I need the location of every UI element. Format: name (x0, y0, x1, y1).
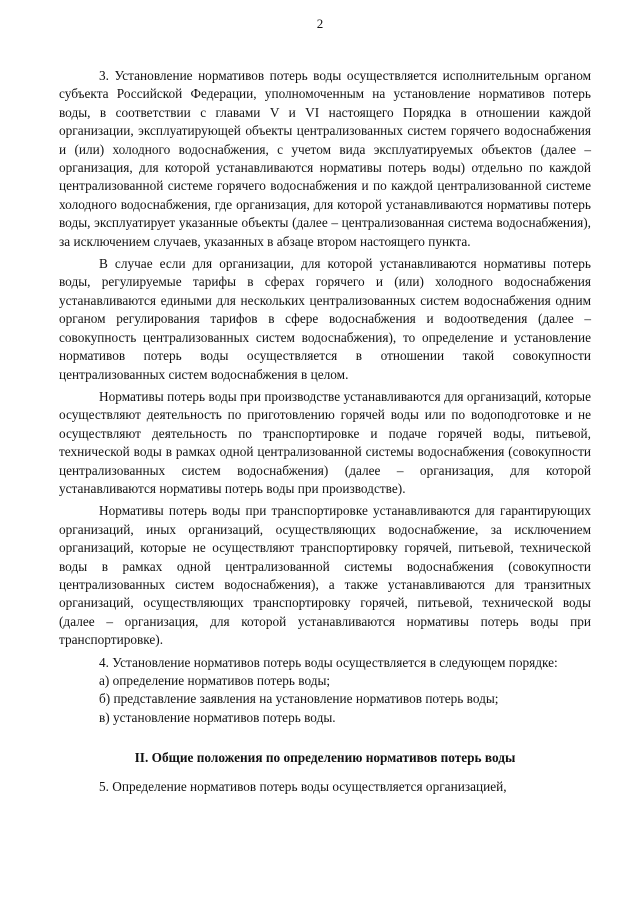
document-body (59, 67, 591, 796)
list-item-b: б) представление заявления на установление нормативов потерь воды; (99, 691, 499, 707)
paragraph-3-third: Нормативы потерь воды при производстве устанавливаются для организаций, которые осуществляют деятельность по приготовлению горячей воды или по водоподготовке и не осуществляют деятельность по транспортировке и подаче горячей воды, питьевой, технической воды в рамках одной централизованной системы водоснабжения (совокупности централизованных систем водоснабжения) (далее – организация, для которой устанавливаются нормативы потерь воды при производстве). (59, 388, 591, 496)
paragraph-3: 3. Установление нормативов потерь воды осуществляется исполнительным органом субъекта Российской Федерации, уполномоченным на установление нормативов потерь воды, в соответствии с главами V и VI настоящего Порядка в отношении каждой организации, эксплуатирующей объекты централизованных систем горячего водоснабжения и (или) холодного водоснабжения, с учетом вида эксплуатируемых объектов (далее – организация, для которой устанавливаются нормативы потерь воды) отдельно по каждой централизованной системе горячего водоснабжения и по каждой централизованной системе холодного водоснабжения, где организация, для которой устанавливаются нормативы потерь воды, эксплуатирует указанные объекты (далее – централизованная система водоснабжения), за исключением случаев, указанных в абзаце втором настоящего пункта. (59, 68, 591, 249)
list-item-c: в) установление нормативов потерь воды. (99, 709, 336, 725)
paragraph-4: 4. Установление нормативов потерь воды осуществляется в следующем порядке: (99, 654, 558, 670)
list-item-a: а) определение нормативов потерь воды; (99, 673, 331, 688)
section-heading: II. Общие положения по определению нормативов потерь воды (134, 750, 516, 766)
paragraph-3-fourth: Нормативы потерь воды при транспортировке устанавливаются для гарантирующих организаций, иных организаций, осуществляющих водоснабжение, за исключением организаций, которые не осуществляют транспортировку горячей, питьевой, технической воды в рамках одной централизованной системы водоснабжения (совокупности централизованных систем водоснабжения), а также устанавливаются для транзитных организаций, осуществляющих транспортировку горячей, питьевой, технической воды (далее – организация, для которой устанавливаются нормативы потерь воды при транспортировке). (59, 503, 591, 648)
paragraph-5: 5. Определение нормативов потерь воды осуществляется организацией, (99, 778, 507, 794)
paragraph-3-second: В случае если для организации, для которой устанавливаются нормативы потерь воды, регулируемые тарифы в сферах горячего и (или) холодного водоснабжения устанавливаются едиными для нескольких централизованных систем водоснабжения одним органом регулирования тарифов в сфере водоснабжения и водоотведения (далее – совокупность централизованных систем водоснабжения), то определение и установление нормативов потерь воды осуществляется в отношении такой совокупности централизованных систем водоснабжения в целом. (59, 256, 591, 382)
page-number: 2 (316, 16, 324, 31)
